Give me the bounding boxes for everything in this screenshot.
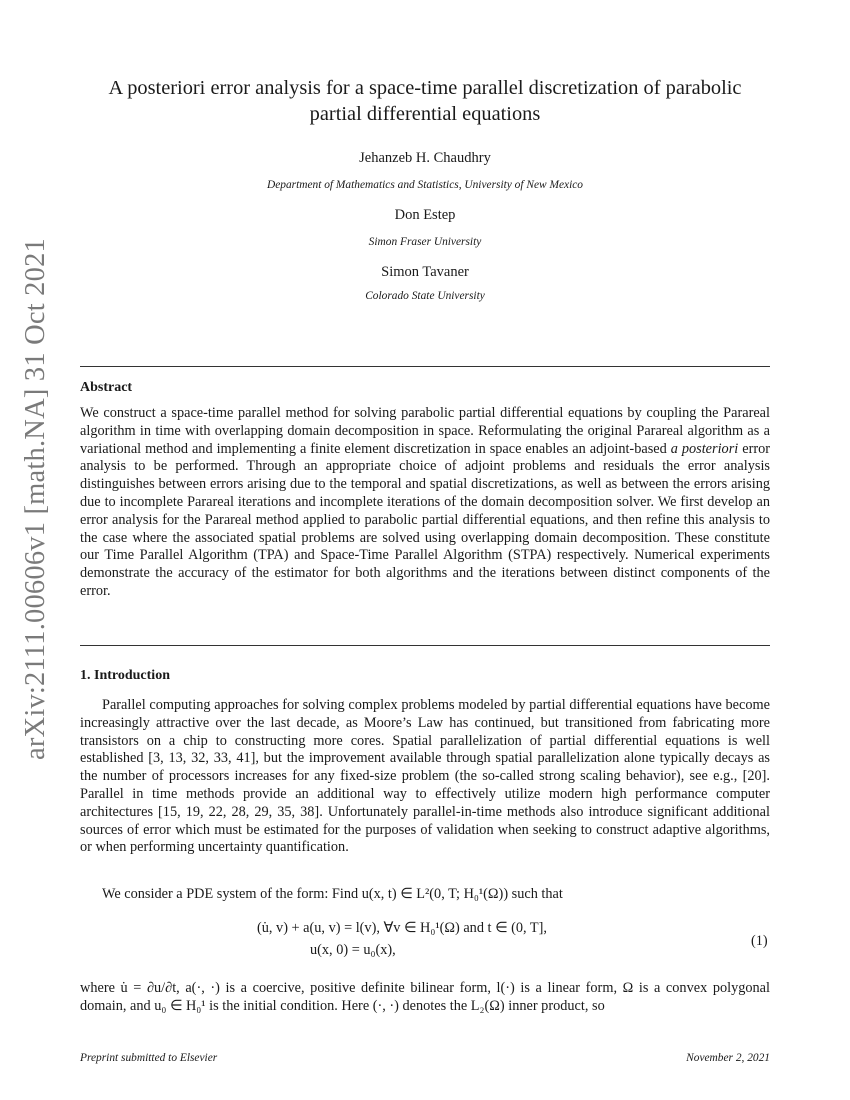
footer-date: November 2, 2021 bbox=[686, 1052, 770, 1064]
title-line-2: partial differential equations bbox=[309, 103, 541, 125]
author-name: Don Estep bbox=[394, 207, 456, 223]
abstract-text-part: We construct a space-time parallel method for solving parabolic partial differential equations by coupling the Parareal algorithm in time with overlapping domain decomposition in space. Reformulating the original Parareal algorithm as a variational method and implementing a finite element discretization in space enables an adjoint-based bbox=[80, 405, 770, 457]
author-affiliation: Department of Mathematics and Statistics, University of New Mexico bbox=[266, 179, 584, 191]
author-name: Simon Tavaner bbox=[381, 264, 469, 280]
author-affiliation: Colorado State University bbox=[365, 290, 485, 302]
equation-line: (u̇, v) + a(u, v) = l(v), ∀v ∈ H₀¹(Ω) and t ∈ (0, T], bbox=[257, 920, 548, 936]
abstract-heading: Abstract bbox=[80, 380, 133, 395]
abstract-bottom-rule bbox=[80, 645, 770, 646]
intro-paragraph: Parallel computing approaches for solving complex problems modeled by partial differential equations have become increasingly attractive over the last decade, as Moore’s Law has continued, but transitioned from fabricating more transistors on a chip to constructing more cores. Spatial parallelization of partial differential equations is well established [3, 13, 32, 33, 41], but the improvement available through spatial parallelization alone typically decays as the number of processors increases for any fixed-size problem (the so-called strong scaling behavior), see e.g., [20]. Parallel in time methods provide an additional way to effectively utilize modern high performance computer architectures [15, 19, 22, 28, 29, 35, 38]. Unfortunately parallel-in-time methods also introduce significant additional sources of error which must be estimated for the purposes of validation when seeking to construct adaptive algorithms, or when performing uncertainty quantification. bbox=[80, 697, 770, 856]
intro-paragraph: We consider a PDE system of the form: Find u(x, t) ∈ L²(0, T; H₀¹(Ω)) such that bbox=[102, 886, 563, 902]
abstract-top-rule bbox=[80, 366, 770, 367]
section-heading-introduction: 1. Introduction bbox=[80, 668, 170, 683]
abstract-text-part: error analysis to be performed. Through an appropriate choice of adjoint problems and residuals the error analysis distinguishes between errors arising due to the temporal and spatial discretizations, as well as between the errors arising due to incomplete Parareal iterations and incomplete iterations of the domain decomposition solver. We first develop an error analysis for the Parareal method applied to parabolic partial differential equations, and then refine this analysis to the case where the associated spatial problems are solved using overlapping domain decomposition. These constitute our Time Parallel Algorithm (TPA) and Space-Time Parallel Algorithm (STPA) respectively. Numerical experiments demonstrate the accuracy of the estimator for both algorithms and the iterations between distinct components of the error. bbox=[80, 440, 770, 599]
abstract-text bbox=[80, 405, 770, 601]
author-name: Jehanzeb H. Chaudhry bbox=[359, 150, 491, 166]
paper-title bbox=[80, 75, 770, 127]
intro-paragraph: where u̇ = ∂u/∂t, a(·, ·) is a coercive, positive definite bilinear form, l(·) is a linear form, Ω is a convex polygonal domain, and u₀ ∈ H₀¹ is the initial condition. Here (·, ·) denotes the L₂(Ω) inner product, so bbox=[80, 980, 770, 1014]
title-line-1: A posteriori error analysis for a space-time parallel discretization of parabolic bbox=[108, 77, 742, 99]
equation-line: u(x, 0) = u₀(x), bbox=[310, 942, 396, 958]
author-affiliation: Simon Fraser University bbox=[368, 236, 482, 248]
footer-preprint-note: Preprint submitted to Elsevier bbox=[80, 1052, 218, 1064]
abstract-italic-term: a posteriori bbox=[670, 440, 739, 457]
equation-number: (1) bbox=[751, 933, 768, 949]
arxiv-identifier-stamp: arXiv:2111.00606v1 [math.NA] 31 Oct 2021 bbox=[20, 238, 51, 760]
